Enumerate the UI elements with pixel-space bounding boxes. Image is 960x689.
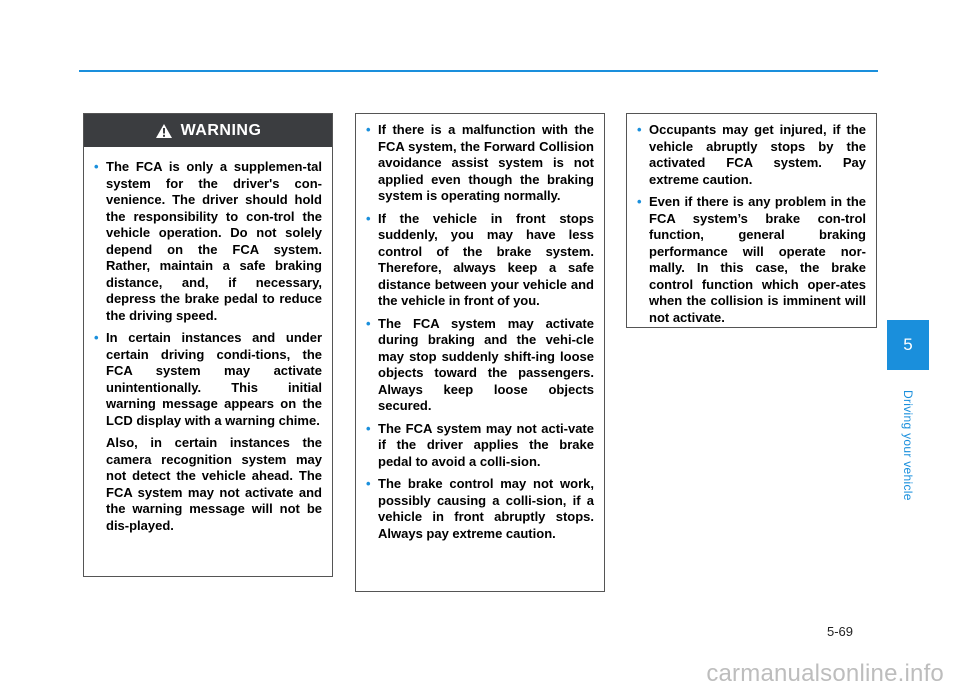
- list-item: [94, 330, 322, 429]
- list-item-text: If the vehicle in front stops suddenly, you may have less control of the brake system. Therefore, always keep a safe distance between your vehicle and the vehicle in front of you.: [378, 210, 594, 308]
- list-item: [366, 122, 594, 205]
- warning-triangle-icon: [155, 123, 173, 139]
- list-item: [637, 194, 866, 326]
- bullet: •: [366, 122, 371, 137]
- warning-title: WARNING: [180, 121, 262, 139]
- list-item: [366, 421, 594, 471]
- list-item-text: The brake control may not work, possibly causing a colli-sion, if a vehicle in front abruptly stops. Always pay extreme caution.: [378, 476, 594, 541]
- list-item-text: The FCA system may not acti-vate if the driver applies the brake pedal to avoid a colli-sion.: [378, 420, 594, 469]
- list-item: [366, 211, 594, 310]
- chapter-tab[interactable]: [887, 320, 929, 370]
- warning-header: [84, 114, 332, 147]
- list-item: [366, 476, 594, 542]
- bullet: •: [94, 330, 99, 345]
- bullet: •: [637, 122, 642, 137]
- bullet: •: [366, 476, 371, 491]
- continuation-paragraph: Also, in certain instances the camera recognition system may not detect the vehicle ahead. The FCA system may not activate and the warning message will not be dis-played.: [106, 435, 322, 533]
- list-item: [366, 316, 594, 415]
- bullet: •: [366, 210, 371, 226]
- header-rule: [79, 70, 878, 72]
- list-item-text: Even if there is any problem in the FCA system’s brake con-trol function, general braking performance will operate nor-mally. In this case, the brake control function which oper-ates when the collision is imminent will not activate.: [649, 194, 866, 325]
- bullet: •: [366, 315, 371, 331]
- watermark: carmanualsonline.info: [706, 660, 944, 687]
- list-item-text: In certain instances and under certain driving condi-tions, the FCA system may activate unintentionally. This initial warning message appears on the LCD display with a warning chime.: [106, 330, 322, 428]
- bullet: •: [637, 194, 642, 209]
- warning-box: [83, 113, 333, 577]
- list-item-text: The FCA system may activate during braking and the vehi-cle may stop suddenly shift-ing loose objects toward the passengers. Always keep loose objects secured.: [378, 315, 594, 413]
- list-item: [94, 159, 322, 324]
- bullet: •: [366, 420, 371, 436]
- list-item-text: The FCA is only a supplemen-tal system for the driver's con-venience. The driver should hold the responsibility to con-trol the vehicle operation. Do not solely depend on the FCA system. Rather, maintain a safe braking distance, and, if necessary, depress the brake pedal to reduce the driving speed.: [106, 159, 322, 323]
- warning-box-col3: [626, 113, 877, 328]
- chapter-number: 5: [903, 335, 913, 354]
- list-item-text: Occupants may get injured, if the vehicle abruptly stops by the activated FCA system. Pay extreme caution.: [649, 122, 866, 187]
- chapter-title: Driving your vehicle: [901, 390, 915, 501]
- page-number: 5-69: [827, 624, 854, 639]
- warning-list-col3: [637, 122, 866, 326]
- warning-list-col1: [94, 159, 322, 429]
- list-item: [637, 122, 866, 188]
- warning-box-col2: [355, 113, 605, 592]
- bullet: •: [94, 159, 99, 174]
- warning-list-col2: [366, 122, 594, 542]
- list-item-text: If there is a malfunction with the FCA system, the Forward Collision avoidance assist system is not applied even though the braking system is operating normally.: [378, 122, 594, 203]
